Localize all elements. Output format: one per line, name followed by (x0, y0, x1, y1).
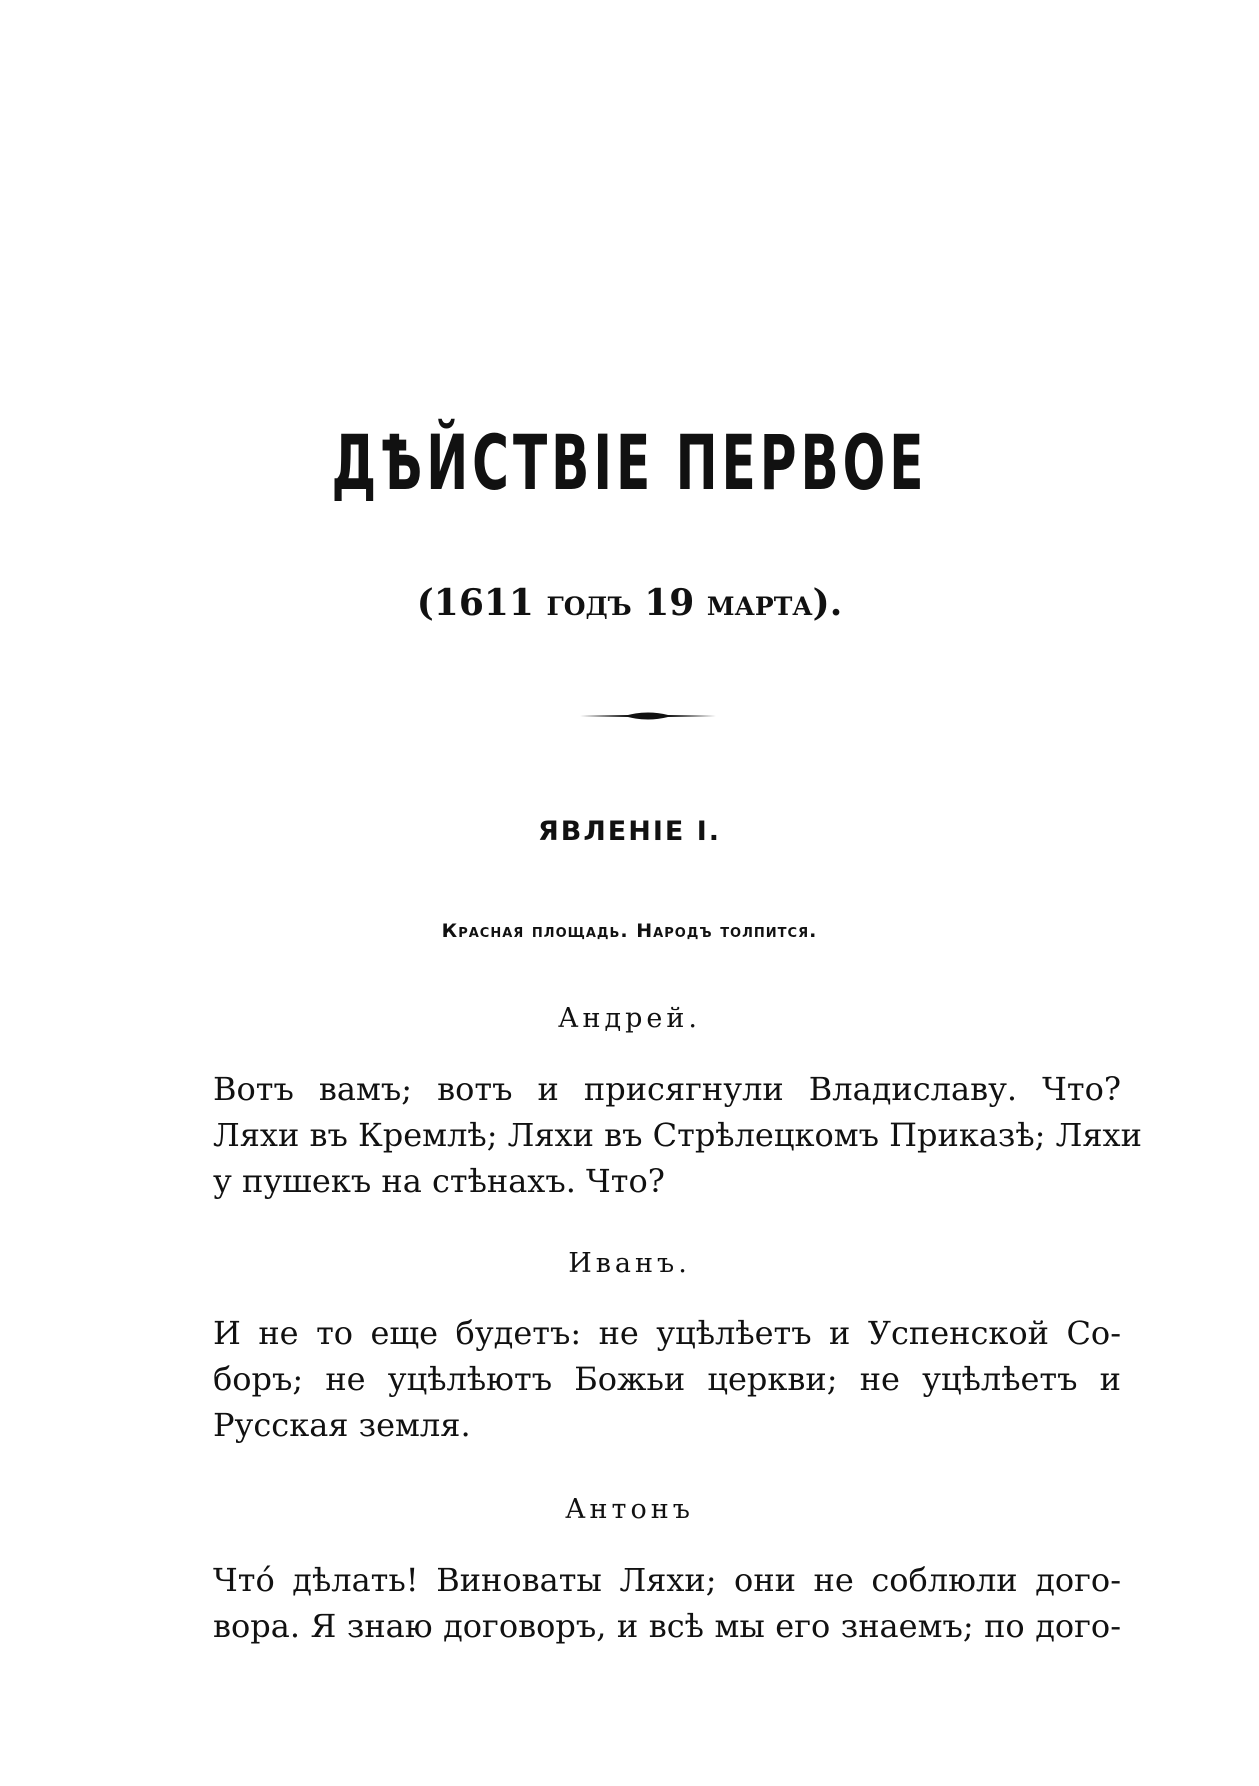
speech-block (213, 1068, 1142, 1203)
scene-title: ЯВЛЕНІЕ I. (537, 816, 722, 847)
speech-line: Ляхи въ Кремлѣ; Ляхи въ Стрѣлецкомъ Приказѣ; Ляхи (213, 1116, 1142, 1154)
speech-line: Чтó дѣлать! Виноваты Ляхи; они не соблюли дого- (213, 1561, 1121, 1599)
speech-line: И не то еще будетъ: не уцѣлѣетъ и Успенской Со- (213, 1314, 1121, 1352)
act-title: ДѢЙСТВІЕ ПЕРВОЕ (331, 418, 928, 507)
stage-direction: Красная площадь. Народъ толпится. (441, 920, 818, 942)
speech-line: у пушекъ на стѣнахъ. Что? (213, 1162, 665, 1200)
speaker-name: Андрей. (558, 1003, 701, 1034)
speech-line: вора. Я знаю договоръ, и всѣ мы его знаемъ; по дого- (213, 1607, 1121, 1645)
speech-line: Русская земля. (213, 1406, 471, 1444)
act-date: (1611 годъ 19 марта). (416, 582, 843, 624)
speaker-name: Иванъ. (568, 1248, 691, 1279)
speech-line: Вотъ вамъ; вотъ и присягнули Владиславу. Что? (213, 1070, 1121, 1108)
speech-line: боръ; не уцѣлѣютъ Божьи церкви; не уцѣлѣетъ и (213, 1360, 1121, 1398)
speech-block (213, 1559, 1121, 1648)
ornament-rule-icon (578, 709, 718, 723)
speech-block (213, 1312, 1121, 1447)
speaker-name: Антонъ (565, 1494, 694, 1525)
